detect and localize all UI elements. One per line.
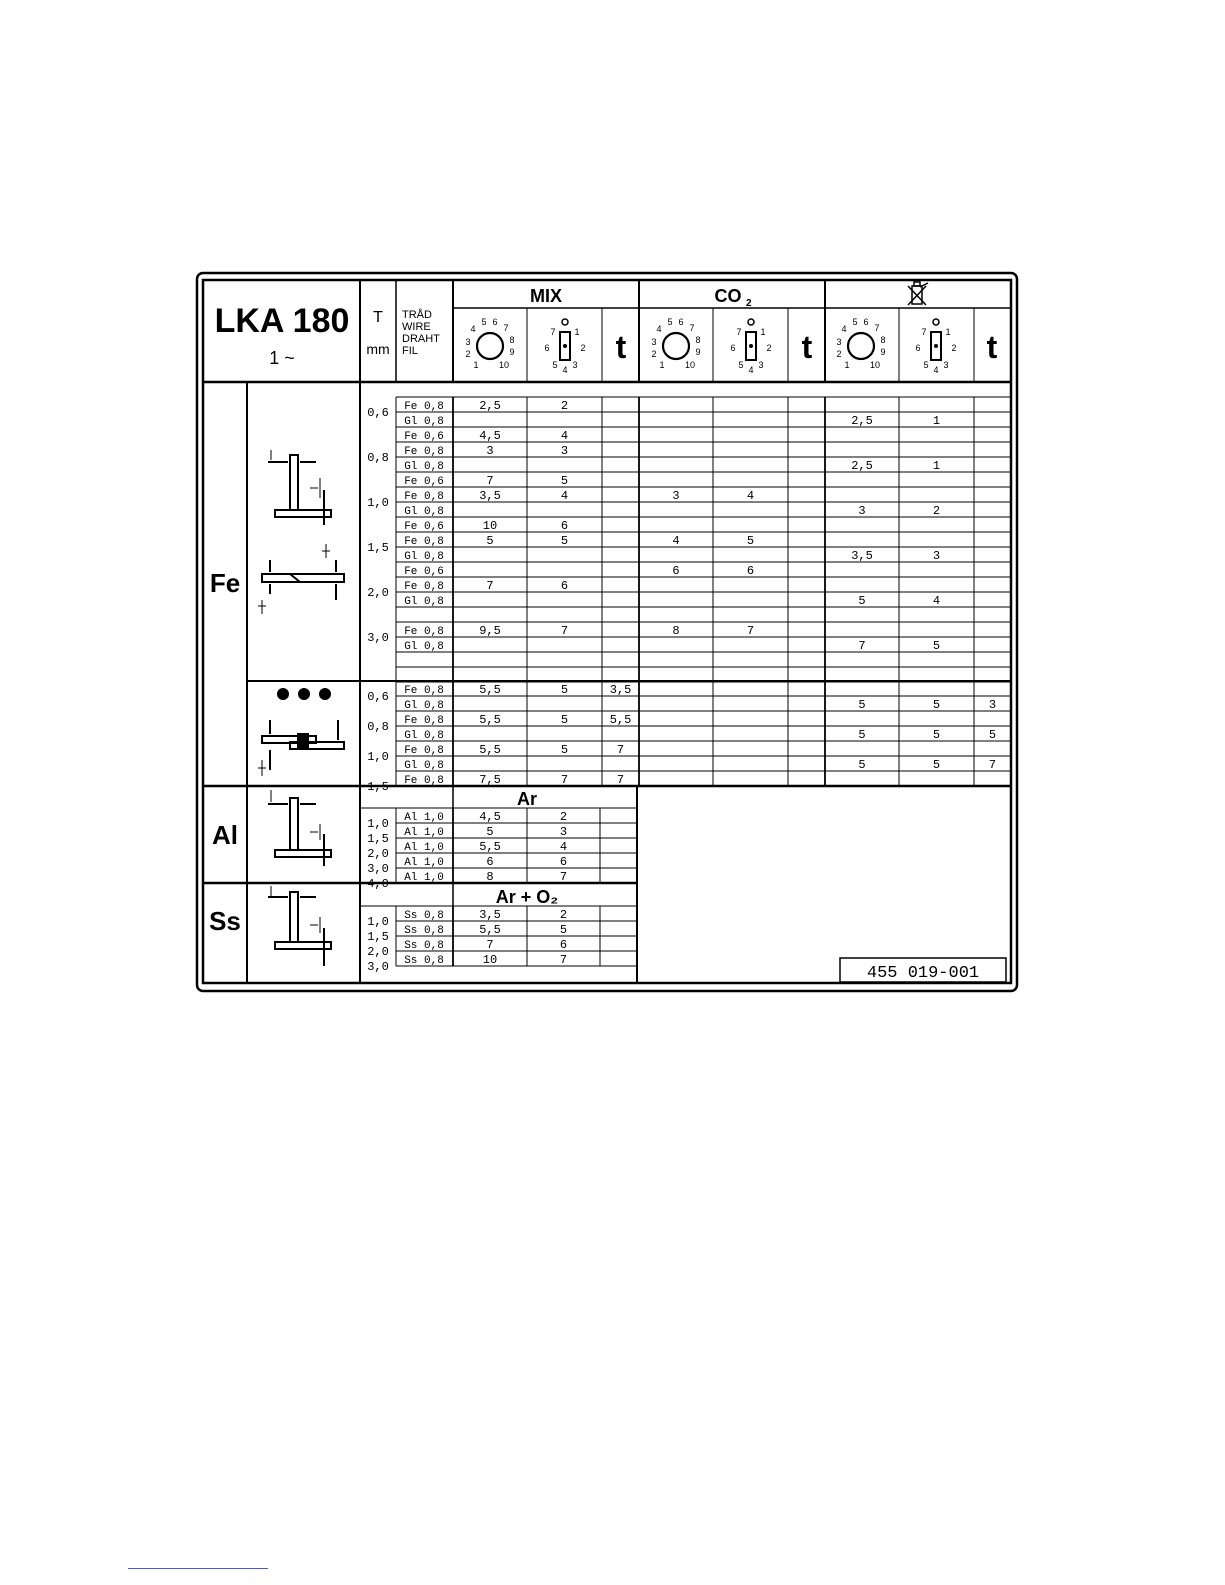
wire-cell: Al 1,0 bbox=[404, 842, 444, 854]
inner-frame bbox=[203, 280, 1011, 983]
setting-cell: 5,5 bbox=[479, 683, 501, 697]
wire-cell: Al 1,0 bbox=[404, 812, 444, 824]
knob-scale-label: 8 bbox=[509, 335, 515, 345]
switch-scale-label: 2 bbox=[951, 343, 957, 353]
thickness-cell: 2,0 bbox=[367, 945, 389, 959]
table-row bbox=[404, 639, 940, 653]
setting-cell: 7 bbox=[616, 743, 625, 757]
setting-cell: 3 bbox=[988, 698, 997, 712]
setting-cell: 6 bbox=[672, 564, 680, 578]
wire-cell: Gl 0,8 bbox=[404, 416, 444, 428]
setting-cell: 7 bbox=[486, 938, 494, 952]
knob-scale-label: 1 bbox=[659, 360, 665, 370]
wire-cell: Fe 0,8 bbox=[404, 775, 444, 787]
table-row bbox=[404, 519, 568, 533]
knob-scale-label: 8 bbox=[880, 335, 886, 345]
knob-scale-label: 7 bbox=[874, 323, 880, 333]
setting-cell: 10 bbox=[482, 519, 498, 533]
setting-cell: 5 bbox=[560, 713, 569, 727]
table-row bbox=[367, 825, 567, 846]
switch-scale-label: 5 bbox=[552, 360, 558, 370]
setting-cell: 5 bbox=[746, 534, 755, 548]
wire-cell: Gl 0,8 bbox=[404, 700, 444, 712]
wire-cell: Ss 0,8 bbox=[404, 910, 444, 922]
setting-cell: 2 bbox=[559, 810, 568, 824]
setting-cell: 5 bbox=[486, 825, 494, 839]
knob-scale-label: 3 bbox=[465, 337, 471, 347]
no-gas-icon bbox=[908, 282, 928, 305]
time-column-label: t bbox=[801, 329, 813, 365]
table-row bbox=[367, 444, 568, 465]
switch-scale-label: 2 bbox=[766, 343, 772, 353]
settings-tables bbox=[360, 397, 1011, 974]
setting-cell: 5 bbox=[858, 594, 866, 608]
time-column-label: t bbox=[615, 329, 627, 365]
switch-scale-label: 6 bbox=[915, 343, 921, 353]
table-row bbox=[367, 810, 567, 831]
spot-weld-diagram-fe bbox=[258, 689, 344, 776]
switch-scale-label: 1 bbox=[574, 327, 580, 337]
switch-scale-label: 3 bbox=[943, 360, 949, 370]
setting-cell: 5 bbox=[560, 534, 569, 548]
thickness-cell: 1,0 bbox=[367, 817, 389, 831]
switch-scale-label: 3 bbox=[758, 360, 764, 370]
switch-scale-label: 5 bbox=[923, 360, 929, 370]
setting-cell: 5 bbox=[858, 728, 866, 742]
setting-cell: 5 bbox=[988, 728, 997, 742]
setting-cell: 9,5 bbox=[479, 624, 501, 638]
wire-cell: Fe 0,8 bbox=[404, 685, 444, 697]
switch-scale-label: 2 bbox=[580, 343, 586, 353]
thickness-cell: 0,8 bbox=[367, 451, 389, 465]
thickness-cell: 1,5 bbox=[367, 541, 389, 555]
thickness-cell: 1,0 bbox=[367, 750, 389, 764]
switch-scale-label: 7 bbox=[921, 327, 927, 337]
setting-cell: 3 bbox=[932, 549, 941, 563]
wire-cell: Fe 0,8 bbox=[404, 536, 444, 548]
knob-scale-label: 5 bbox=[852, 317, 858, 327]
wire-cell: Al 1,0 bbox=[404, 872, 444, 884]
wire-cell: Fe 0,8 bbox=[404, 745, 444, 757]
knob-scale-label: 1 bbox=[473, 360, 479, 370]
setting-cell: 5,5 bbox=[609, 713, 632, 727]
setting-cell: 7 bbox=[560, 624, 569, 638]
wire-cell: Gl 0,8 bbox=[404, 461, 444, 473]
knob-scale-label: 5 bbox=[667, 317, 673, 327]
part-number: 455 019-001 bbox=[866, 964, 980, 983]
setting-cell: 6 bbox=[559, 938, 568, 952]
switch-scale-label: 4 bbox=[562, 365, 568, 375]
wire-cell: Al 1,0 bbox=[404, 827, 444, 839]
setting-cell: 6 bbox=[560, 519, 569, 533]
wire-speed-knob-icon bbox=[836, 317, 885, 370]
gas-co2-label: CO bbox=[714, 286, 742, 306]
knob-scale-label: 8 bbox=[695, 335, 701, 345]
section-al-label: Al bbox=[212, 820, 238, 850]
knob-scale-label: 4 bbox=[656, 324, 662, 334]
setting-cell: 6 bbox=[560, 579, 569, 593]
setting-cell: 7 bbox=[559, 870, 568, 884]
setting-cell: 2 bbox=[932, 504, 941, 518]
table-row bbox=[404, 414, 940, 428]
fillet-joint-diagram-fe bbox=[268, 450, 331, 525]
table-row bbox=[367, 938, 567, 959]
wire-label-en: WIRE bbox=[402, 321, 431, 333]
section-fe-label: Fe bbox=[209, 568, 241, 598]
thickness-cell: 1,0 bbox=[367, 496, 389, 510]
knob-scale-label: 3 bbox=[836, 337, 842, 347]
setting-cell: 5 bbox=[486, 534, 494, 548]
switch-scale-label: 5 bbox=[738, 360, 744, 370]
fillet-joint-diagram-al bbox=[268, 790, 331, 866]
wire-cell: Fe 0,8 bbox=[404, 626, 444, 638]
wire-cell: Ss 0,8 bbox=[404, 925, 444, 937]
table-row bbox=[367, 773, 624, 794]
knob-scale-label: 9 bbox=[509, 347, 515, 357]
setting-cell: 5 bbox=[858, 758, 866, 772]
setting-cell: 2,5 bbox=[479, 399, 501, 413]
thickness-unit: mm bbox=[366, 341, 390, 357]
wire-cell: Fe 0,6 bbox=[404, 431, 444, 443]
wire-cell: Ss 0,8 bbox=[404, 940, 444, 952]
thickness-cell: 3,0 bbox=[367, 631, 389, 645]
setting-cell: 5 bbox=[932, 639, 941, 653]
setting-cell: 3,5 bbox=[851, 549, 873, 563]
setting-cell: 7 bbox=[559, 953, 568, 967]
setting-cell: 4 bbox=[746, 489, 755, 503]
setting-cell: 5,5 bbox=[479, 923, 501, 937]
wire-label-sv: TRÅD bbox=[402, 309, 432, 321]
wire-cell: Fe 0,8 bbox=[404, 715, 444, 727]
table-row bbox=[367, 399, 568, 420]
wire-cell: Gl 0,8 bbox=[404, 641, 444, 653]
thickness-cell: 2,0 bbox=[367, 847, 389, 861]
setting-cell: 2 bbox=[559, 908, 568, 922]
gas-ar-label: Ar bbox=[516, 789, 538, 809]
switch-scale-label: 7 bbox=[550, 327, 556, 337]
setting-cell: 7 bbox=[560, 773, 569, 787]
wire-cell: Gl 0,8 bbox=[404, 596, 444, 608]
table-row bbox=[367, 953, 567, 974]
footer-rule bbox=[128, 1568, 268, 1569]
setting-cell: 2,5 bbox=[851, 459, 873, 473]
switch-scale-label: 6 bbox=[544, 343, 550, 353]
setting-cell: 3 bbox=[672, 489, 680, 503]
setting-cell: 4 bbox=[560, 489, 569, 503]
wire-speed-knob-icon bbox=[651, 317, 700, 370]
switch-scale-label: 7 bbox=[736, 327, 742, 337]
knob-scale-label: 1 bbox=[844, 360, 850, 370]
setting-cell: 7,5 bbox=[479, 773, 501, 787]
setting-cell: 4 bbox=[560, 429, 569, 443]
switch-scale-label: 6 bbox=[730, 343, 736, 353]
setting-cell: 4 bbox=[932, 594, 941, 608]
thickness-cell: 3,0 bbox=[367, 862, 389, 876]
header-grid bbox=[203, 280, 1011, 983]
time-column-label: t bbox=[986, 329, 998, 365]
setting-cell: 4,5 bbox=[479, 429, 501, 443]
section-ss-label: Ss bbox=[209, 906, 241, 936]
setting-cell: 7 bbox=[746, 624, 755, 638]
gas-mix-label: MIX bbox=[529, 286, 563, 306]
setting-cell: 7 bbox=[858, 639, 866, 653]
setting-cell: 6 bbox=[746, 564, 755, 578]
fillet-joint-diagram-ss bbox=[268, 886, 331, 966]
setting-cell: 5,5 bbox=[479, 840, 501, 854]
setting-cell: 3,5 bbox=[479, 908, 501, 922]
gas-co2-subscript: 2 bbox=[746, 298, 752, 309]
wire-speed-knob-icon bbox=[465, 317, 514, 370]
wire-cell: Al 1,0 bbox=[404, 857, 444, 869]
knob-scale-label: 2 bbox=[836, 349, 842, 359]
table-row bbox=[367, 579, 568, 600]
setting-cell: 5 bbox=[560, 743, 569, 757]
table-row bbox=[404, 594, 940, 608]
setting-cell: 7 bbox=[988, 758, 997, 772]
setting-cell: 8 bbox=[486, 870, 494, 884]
setting-cell: 1 bbox=[932, 414, 941, 428]
wire-cell: Fe 0,6 bbox=[404, 566, 444, 578]
thickness-cell: 4,0 bbox=[367, 877, 389, 891]
thickness-cell: 1,5 bbox=[367, 832, 389, 846]
voltage-switch-icon bbox=[544, 319, 585, 375]
setting-cell: 6 bbox=[559, 855, 568, 869]
phase-label: 1 ~ bbox=[269, 348, 295, 368]
thickness-cell: 3,0 bbox=[367, 960, 389, 974]
setting-cell: 5,5 bbox=[479, 713, 501, 727]
setting-cell: 7 bbox=[486, 579, 494, 593]
voltage-switch-icon bbox=[915, 319, 956, 375]
knob-scale-label: 3 bbox=[651, 337, 657, 347]
voltage-switch-icon bbox=[730, 319, 771, 375]
knob-scale-label: 9 bbox=[880, 347, 886, 357]
setting-cell: 5 bbox=[560, 474, 569, 488]
knob-scale-label: 10 bbox=[498, 360, 510, 370]
switch-scale-label: 1 bbox=[945, 327, 951, 337]
switch-scale-label: 4 bbox=[748, 365, 754, 375]
table-row bbox=[367, 923, 567, 944]
table-row bbox=[404, 549, 940, 563]
knob-scale-label: 10 bbox=[869, 360, 881, 370]
setting-cell: 6 bbox=[486, 855, 494, 869]
knob-scale-label: 4 bbox=[841, 324, 847, 334]
knob-scale-label: 7 bbox=[503, 323, 509, 333]
wire-label-de: DRAHT bbox=[402, 333, 440, 345]
wire-cell: Gl 0,8 bbox=[404, 551, 444, 563]
wire-cell: Fe 0,6 bbox=[404, 521, 444, 533]
setting-cell: 2,5 bbox=[851, 414, 873, 428]
knob-scale-label: 9 bbox=[695, 347, 701, 357]
wire-label-fr: FIL bbox=[402, 345, 418, 357]
knob-scale-label: 7 bbox=[689, 323, 695, 333]
thickness-cell: 1,5 bbox=[367, 930, 389, 944]
table-row bbox=[404, 474, 568, 488]
table-row bbox=[367, 855, 567, 876]
setting-cell: 4 bbox=[672, 534, 680, 548]
knob-scale-label: 2 bbox=[465, 349, 471, 359]
wire-cell: Fe 0,8 bbox=[404, 401, 444, 413]
table-row bbox=[404, 459, 940, 473]
thickness-cell: 0,6 bbox=[367, 690, 389, 704]
table-row bbox=[404, 504, 940, 518]
switch-scale-label: 1 bbox=[760, 327, 766, 337]
setting-cell: 5 bbox=[560, 683, 569, 697]
setting-cell: 7 bbox=[486, 474, 494, 488]
thickness-cell: 0,6 bbox=[367, 406, 389, 420]
setting-cell: 5 bbox=[932, 698, 941, 712]
wire-cell: Fe 0,6 bbox=[404, 476, 444, 488]
switch-scale-label: 4 bbox=[933, 365, 939, 375]
setting-cell: 5 bbox=[559, 923, 568, 937]
setting-cell: 1 bbox=[932, 459, 941, 473]
knob-scale-label: 4 bbox=[470, 324, 476, 334]
setting-cell: 4 bbox=[559, 840, 568, 854]
table-row bbox=[367, 908, 567, 929]
table-row bbox=[404, 564, 754, 578]
thickness-cell: 2,0 bbox=[367, 586, 389, 600]
setting-cell: 7 bbox=[616, 773, 625, 787]
wire-cell: Fe 0,8 bbox=[404, 581, 444, 593]
table-row bbox=[367, 840, 567, 861]
table-row bbox=[404, 429, 568, 443]
setting-cell: 5 bbox=[932, 728, 941, 742]
setting-cell: 5 bbox=[858, 698, 866, 712]
setting-cell: 8 bbox=[672, 624, 680, 638]
wire-cell: Gl 0,8 bbox=[404, 506, 444, 518]
setting-cell: 4,5 bbox=[479, 810, 501, 824]
switch-scale-label: 3 bbox=[572, 360, 578, 370]
setting-cell: 3,5 bbox=[479, 489, 501, 503]
thickness-cell: 0,8 bbox=[367, 720, 389, 734]
wire-cell: Fe 0,8 bbox=[404, 491, 444, 503]
knob-icons bbox=[465, 317, 997, 375]
butt-joint-diagram-fe bbox=[258, 544, 344, 614]
knob-scale-label: 5 bbox=[481, 317, 487, 327]
thickness-label: T bbox=[373, 309, 383, 326]
setting-cell: 5,5 bbox=[479, 743, 501, 757]
setting-cell: 2 bbox=[560, 399, 569, 413]
setting-cell: 3 bbox=[486, 444, 494, 458]
knob-scale-label: 2 bbox=[651, 349, 657, 359]
wire-cell: Gl 0,8 bbox=[404, 730, 444, 742]
wire-cell: Ss 0,8 bbox=[404, 955, 444, 967]
thickness-cell: 1,5 bbox=[367, 780, 389, 794]
table-row bbox=[404, 698, 996, 712]
knob-scale-label: 10 bbox=[684, 360, 696, 370]
setting-cell: 3 bbox=[858, 504, 866, 518]
setting-cell: 3,5 bbox=[609, 683, 632, 697]
table-row bbox=[404, 758, 996, 772]
model-title: LKA 180 bbox=[214, 302, 350, 340]
knob-scale-label: 6 bbox=[863, 317, 869, 327]
setting-cell: 10 bbox=[482, 953, 498, 967]
knob-scale-label: 6 bbox=[678, 317, 684, 327]
wire-cell: Gl 0,8 bbox=[404, 760, 444, 772]
thickness-cell: 1,0 bbox=[367, 915, 389, 929]
setting-cell: 3 bbox=[559, 825, 568, 839]
gas-ar-o2-label: Ar + O₂ bbox=[495, 887, 559, 907]
wire-cell: Fe 0,8 bbox=[404, 446, 444, 458]
setting-cell: 5 bbox=[932, 758, 941, 772]
knob-scale-label: 6 bbox=[492, 317, 498, 327]
setting-cell: 3 bbox=[560, 444, 569, 458]
table-row bbox=[404, 728, 996, 742]
